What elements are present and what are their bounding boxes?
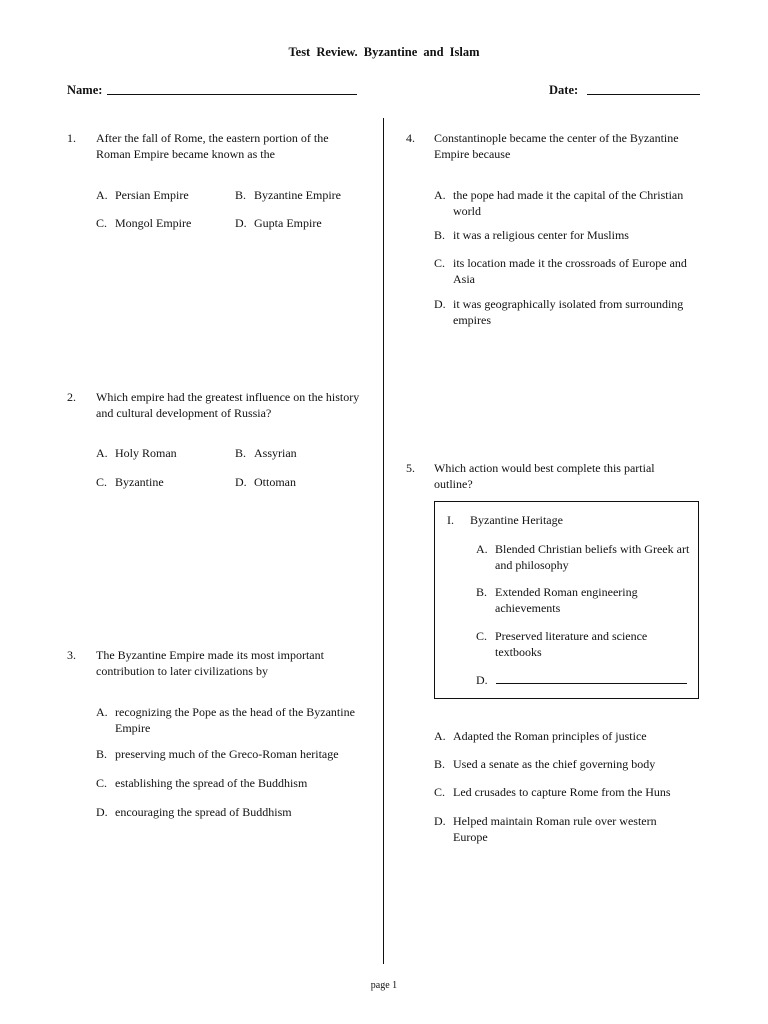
question-3-option-c[interactable]: C. establishing the spread of the Buddhism bbox=[96, 776, 308, 790]
outline-item-c: C. Preserved literature and science textbooks bbox=[476, 629, 648, 659]
outline-item-a: A. Blended Christian beliefs with Greek art and philosophy bbox=[476, 542, 690, 572]
question-5-text: Which action would best complete this partial outline? bbox=[434, 461, 655, 491]
question-4-option-a[interactable]: A. the pope had made it the capital of the Christian world bbox=[434, 188, 684, 218]
question-4-option-d[interactable]: D. it was geographically isolated from surrounding empires bbox=[434, 297, 684, 327]
question-5-option-c[interactable]: C. Led crusades to capture Rome from the Huns bbox=[434, 785, 671, 799]
question-4-option-b[interactable]: B. it was a religious center for Muslims bbox=[434, 228, 629, 242]
question-2-option-a[interactable]: A. Holy Roman bbox=[96, 446, 177, 460]
outline-heading: Byzantine Heritage bbox=[470, 513, 563, 527]
question-2-text: Which empire had the greatest influence on the history and cultural development of Russia? bbox=[96, 390, 360, 420]
question-3-text: The Byzantine Empire made its most important contribution to later civilizations by bbox=[96, 648, 324, 678]
outline-heading-number: I. bbox=[447, 513, 454, 527]
question-5-option-a[interactable]: A. Adapted the Roman principles of justice bbox=[434, 729, 647, 743]
question-5-option-d[interactable]: D. Helped maintain Roman rule over western Europe bbox=[434, 814, 657, 844]
question-3-number: 3. bbox=[67, 648, 76, 662]
question-2-number: 2. bbox=[67, 390, 76, 404]
page-number: page 1 bbox=[370, 980, 398, 991]
question-2-option-c[interactable]: C. Byzantine bbox=[96, 475, 164, 489]
question-5-number: 5. bbox=[406, 461, 415, 475]
question-3-option-b[interactable]: B. preserving much of the Greco-Roman heritage bbox=[96, 747, 339, 761]
question-2-option-b[interactable]: B. Assyrian bbox=[235, 446, 297, 460]
question-3-option-d[interactable]: D. encouraging the spread of Buddhism bbox=[96, 805, 292, 819]
column-divider bbox=[383, 118, 384, 964]
question-1-option-a[interactable]: A. Persian Empire bbox=[96, 188, 189, 202]
question-1-text: After the fall of Rome, the eastern portion of the Roman Empire became known as the bbox=[96, 131, 329, 161]
question-3-option-a[interactable]: A. recognizing the Pope as the head of the Byzantine Empire bbox=[96, 705, 355, 735]
question-1-number: 1. bbox=[67, 131, 76, 145]
name-label: Name: bbox=[67, 83, 103, 97]
outline-blank-line bbox=[496, 683, 687, 684]
date-label: Date: bbox=[549, 83, 579, 97]
outline-item-b: B. Extended Roman engineering achievements bbox=[476, 585, 638, 615]
question-4-option-c[interactable]: C. its location made it the crossroads of Europe and Asia bbox=[434, 256, 687, 286]
date-field[interactable] bbox=[587, 94, 700, 95]
question-1-option-c[interactable]: C. Mongol Empire bbox=[96, 216, 192, 230]
name-field[interactable] bbox=[107, 94, 357, 95]
question-4-text: Constantinople became the center of the Byzantine Empire because bbox=[434, 131, 679, 161]
outline-item-d: D. bbox=[476, 673, 488, 687]
question-1-option-d[interactable]: D. Gupta Empire bbox=[235, 216, 322, 230]
page-title: Test Review. Byzantine and Islam bbox=[288, 45, 480, 59]
question-2-option-d[interactable]: D. Ottoman bbox=[235, 475, 296, 489]
question-1-option-b[interactable]: B. Byzantine Empire bbox=[235, 188, 341, 202]
question-5-option-b[interactable]: B. Used a senate as the chief governing body bbox=[434, 757, 656, 771]
question-4-number: 4. bbox=[406, 131, 415, 145]
